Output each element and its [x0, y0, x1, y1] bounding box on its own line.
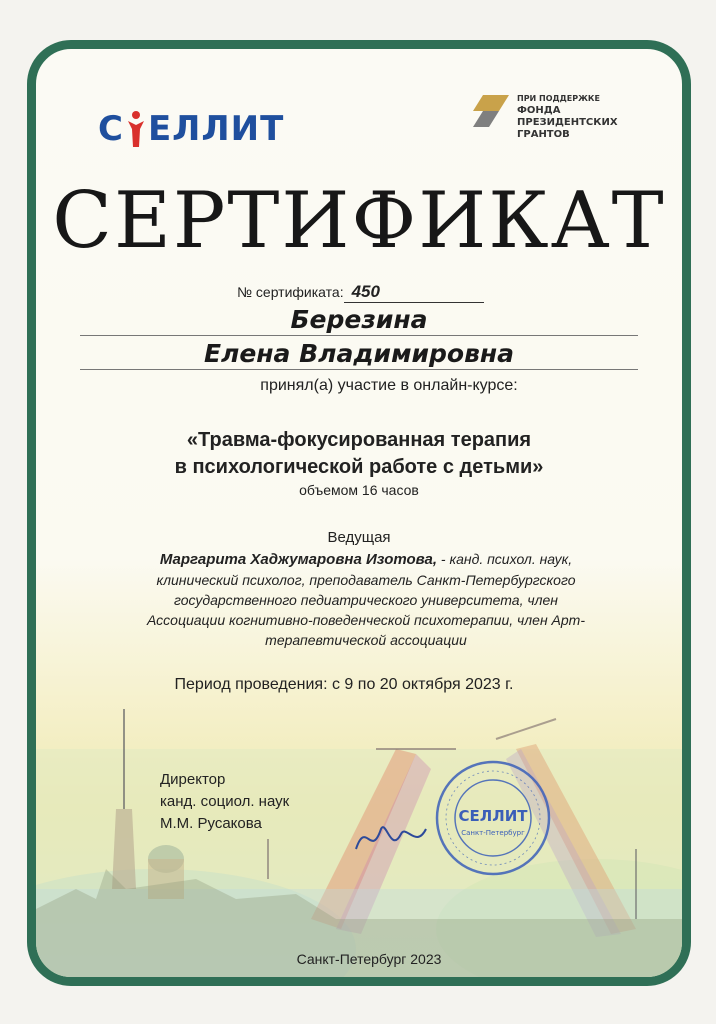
presidential-grants-logo	[471, 93, 618, 141]
certificate-number: 450	[344, 282, 484, 303]
course-period: Период проведения: с 9 по 20 октября 2023 г.	[174, 676, 514, 693]
certificate-number-label: № сертификата:	[237, 284, 344, 300]
director-title: Директор	[160, 771, 226, 788]
logo-person-icon	[125, 109, 147, 149]
director-degree: канд. социол. наук	[160, 793, 290, 810]
lead-description: - канд. психол. наук, клинический психолог, преподаватель Санкт-Петербургского государственного педиатрического университета, член Ассоциации когнитивно-поведенческой психотерапии, член Арт-терапевтической ассоциации	[146, 551, 585, 648]
signature	[346, 809, 446, 869]
certificate-number-row	[237, 282, 484, 303]
grant-logo-icon	[471, 93, 511, 129]
grant-line-4: ГРАНТОВ	[517, 129, 570, 140]
course-title	[36, 427, 682, 481]
organization-stamp	[434, 759, 552, 877]
director-name: М.М. Русакова	[160, 815, 262, 832]
logo-text: ЕЛЛИТ	[147, 109, 285, 149]
recipient-surname: Березина	[80, 305, 638, 336]
stamp-text: СЕЛЛИТ	[458, 807, 528, 825]
participation-text: принял(а) участие в онлайн-курсе:	[260, 377, 518, 394]
grant-line-1: ПРИ ПОДДЕРЖКЕ	[517, 94, 600, 103]
course-title-line-1: «Травма-фокусированная терапия	[186, 429, 532, 451]
lead-bio	[136, 549, 596, 650]
certificate-frame	[27, 40, 691, 986]
recipient-given-name: Елена Владимировна	[80, 339, 638, 370]
lead-name: Маргарита Хаджумаровна Изотова,	[159, 551, 438, 568]
grant-line-3: ПРЕЗИДЕНТСКИХ	[517, 117, 618, 128]
certificate-title: СЕРТИФИКАТ	[52, 176, 666, 266]
sellit-logo	[98, 109, 284, 149]
lead-label: Ведущая	[327, 529, 391, 546]
director-block	[160, 769, 289, 835]
city-year: Санкт-Петербург 2023	[296, 951, 442, 967]
stamp-subtext: Санкт-Петербург	[461, 829, 525, 837]
grant-line-2: ФОНДА	[517, 105, 561, 116]
logo-letter: С	[98, 109, 124, 149]
course-volume: объемом 16 часов	[299, 482, 419, 498]
course-title-line-2: в психологической работе с детьми»	[174, 456, 544, 478]
